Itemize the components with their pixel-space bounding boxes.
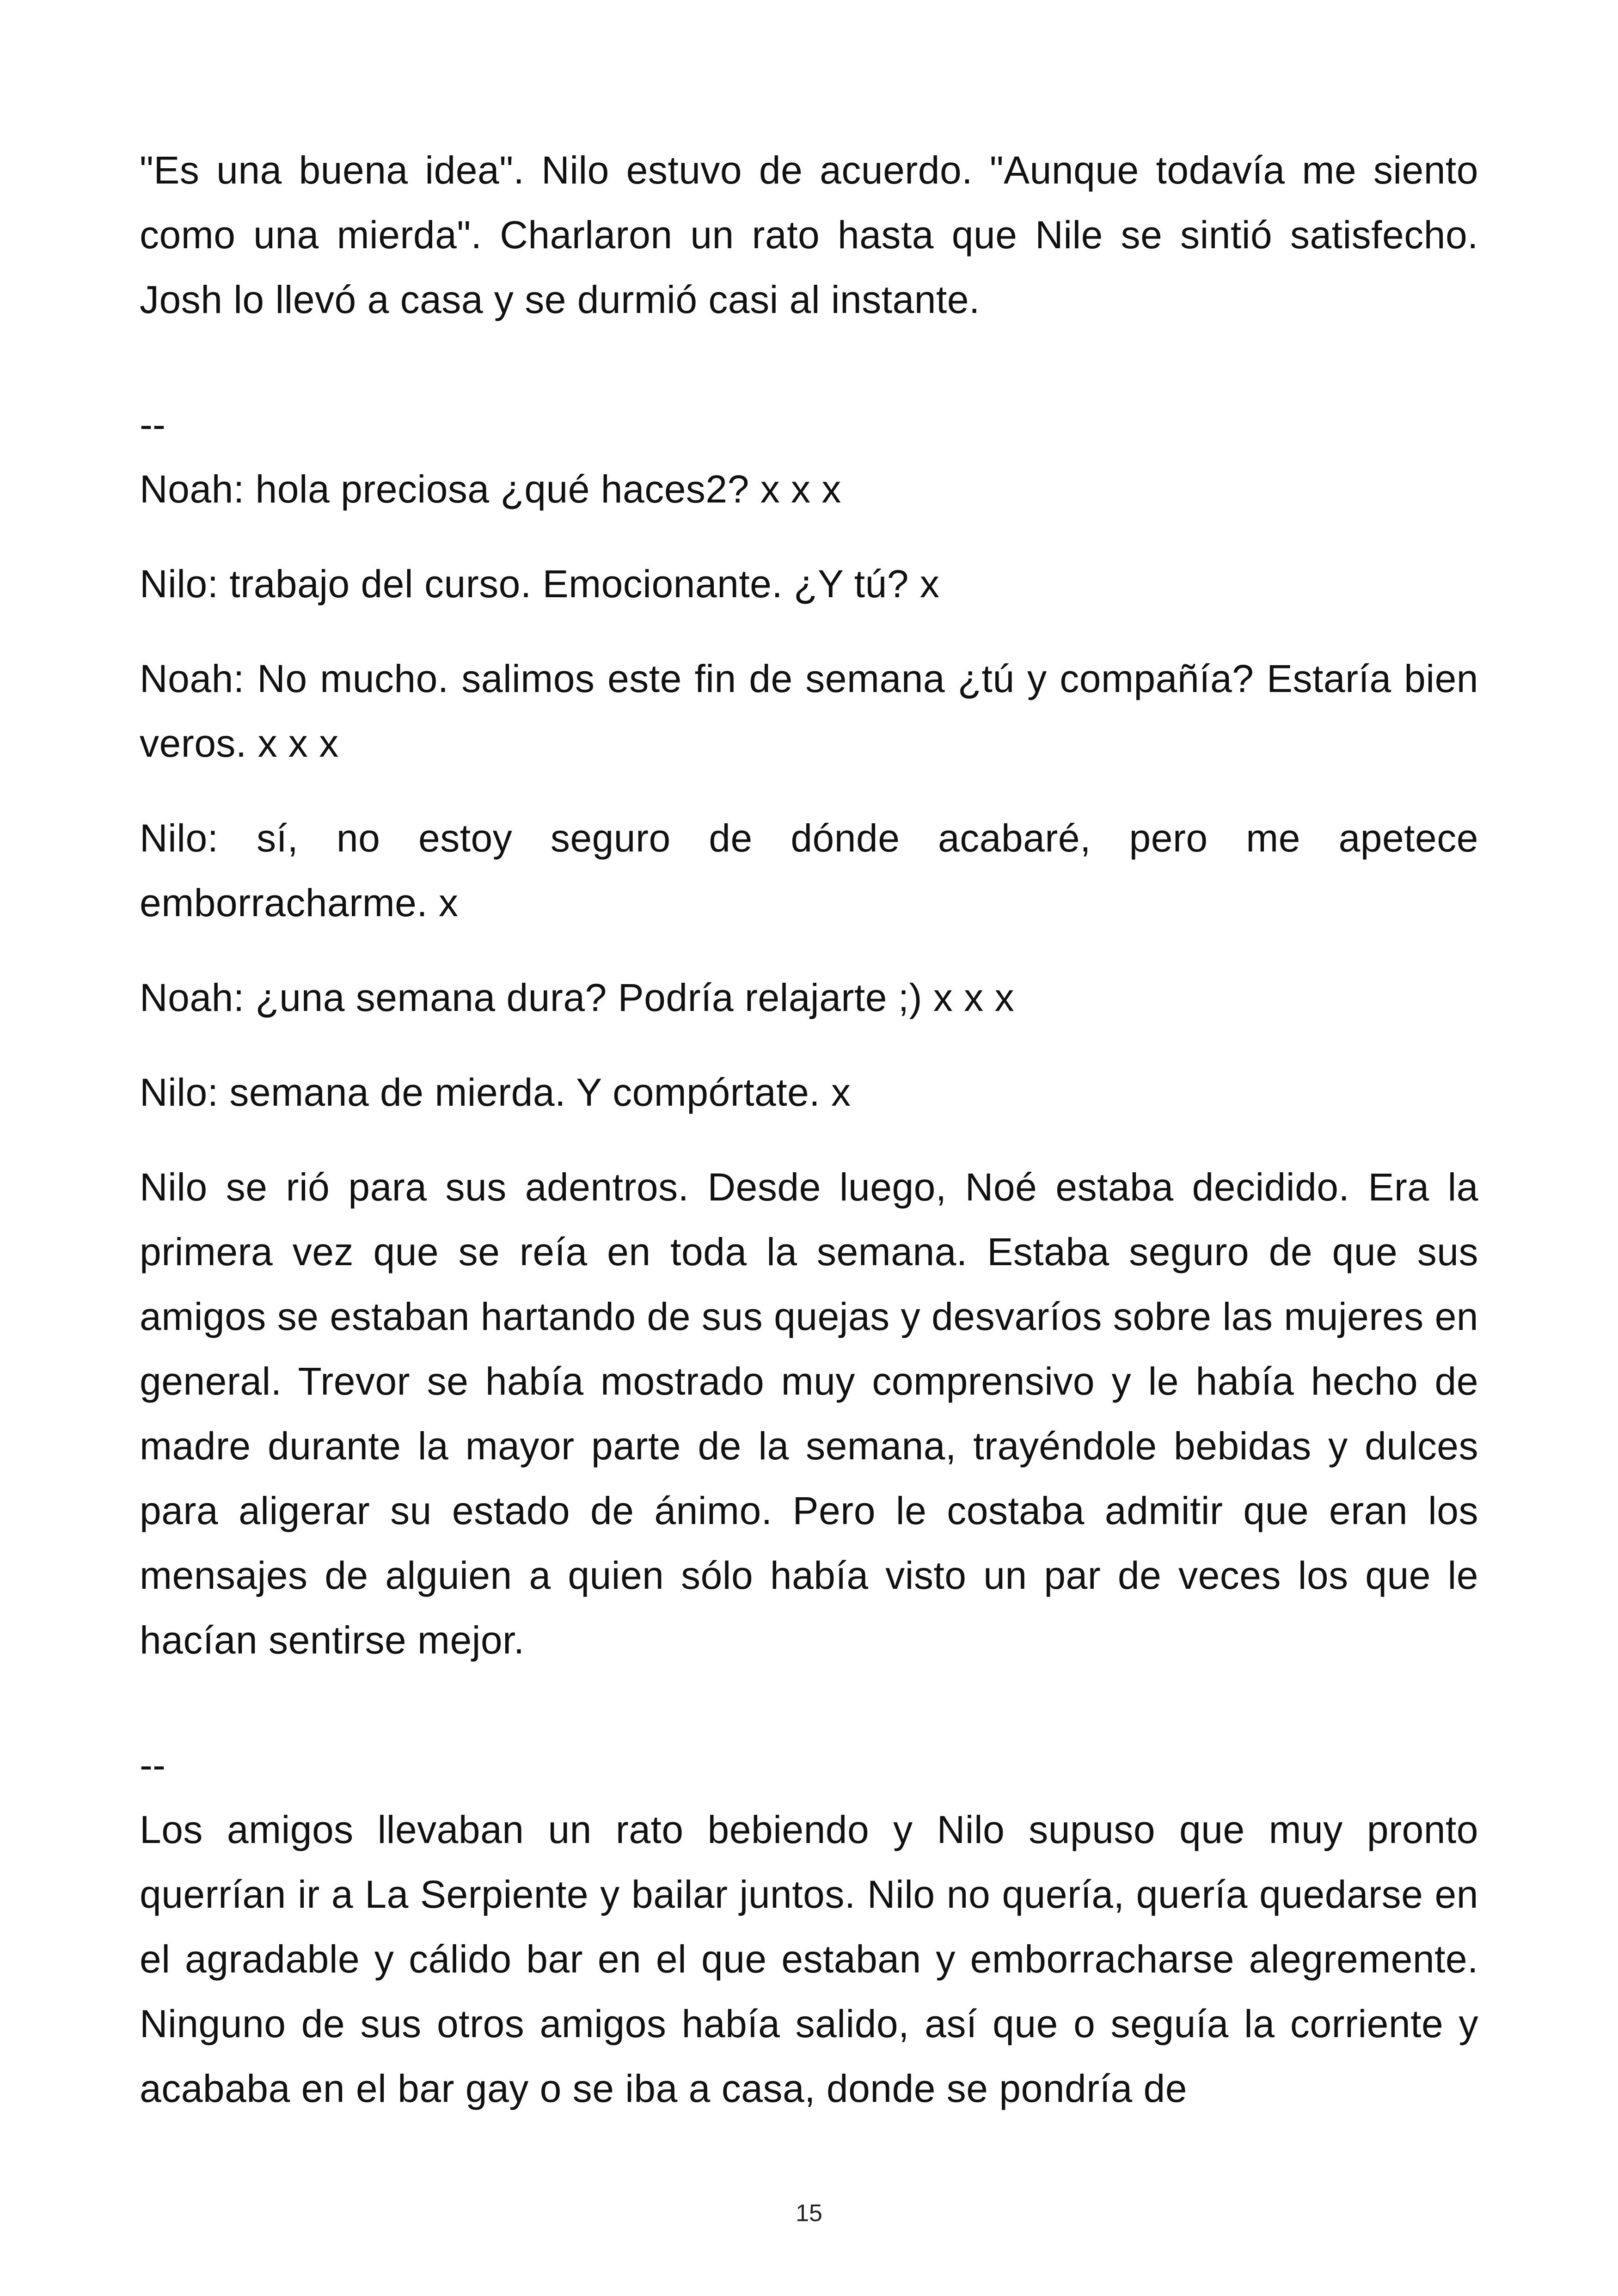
scene-separator: -- xyxy=(140,403,165,446)
message-nilo-1: Nilo: trabajo del curso. Emocionante. ¿Y tú? x xyxy=(140,562,940,606)
scene-separator: -- xyxy=(140,1743,165,1787)
message-noah-2: Noah: No mucho. salimos este fin de semana ¿tú y compañía? Estaría bien veros. x x x xyxy=(140,657,1478,765)
message-nilo-3: Nilo: semana de mierda. Y compórtate. x xyxy=(140,1071,851,1114)
message-noah-3: Noah: ¿una semana dura? Podría relajarte ;) x x x xyxy=(140,976,1015,1019)
message-noah-1: Noah: hola preciosa ¿qué haces2? x x x xyxy=(140,467,841,511)
paragraph-reflection: Nilo se rió para sus adentros. Desde luego, Noé estaba decidido. Era la primera vez que se reía en toda la semana. Estaba seguro de que sus amigos se estaban hartando de sus quejas y desvaríos sobre las mujeres en general. Trevor se había mostrado muy comprensivo y le había hecho de madre durante la mayor parte de la semana, trayéndole bebidas y dulces para aligerar su estado de ánimo. Pero le costaba admitir que eran los mensajes de alguien a quien sólo había visto un par de veces los que le hacían sentirse mejor. xyxy=(140,1165,1478,1662)
message-nilo-2: Nilo: sí, no estoy seguro de dónde acabaré, pero me apetece emborracharme. x xyxy=(140,816,1478,925)
page-body xyxy=(140,138,1478,2121)
paragraph-opening: "Es una buena idea". Nilo estuvo de acuerdo. "Aunque todavía me siento como una mierda". Charlaron un rato hasta que Nile se sintió satisfecho. Josh lo llevó a casa y se durmió casi al instante. xyxy=(140,148,1478,321)
paragraph-bar: Los amigos llevaban un rato bebiendo y Nilo supuso que muy pronto querrían ir a La Serpiente y bailar juntos. Nilo no quería, quería quedarse en el agradable y cálido bar en el que estaban y emborracharse alegremente. Ninguno de sus otros amigos había salido, así que o seguía la corriente y acababa en el bar gay o se iba a casa, donde se pondría de xyxy=(140,1808,1478,2110)
page-number: 15 xyxy=(796,2200,822,2227)
